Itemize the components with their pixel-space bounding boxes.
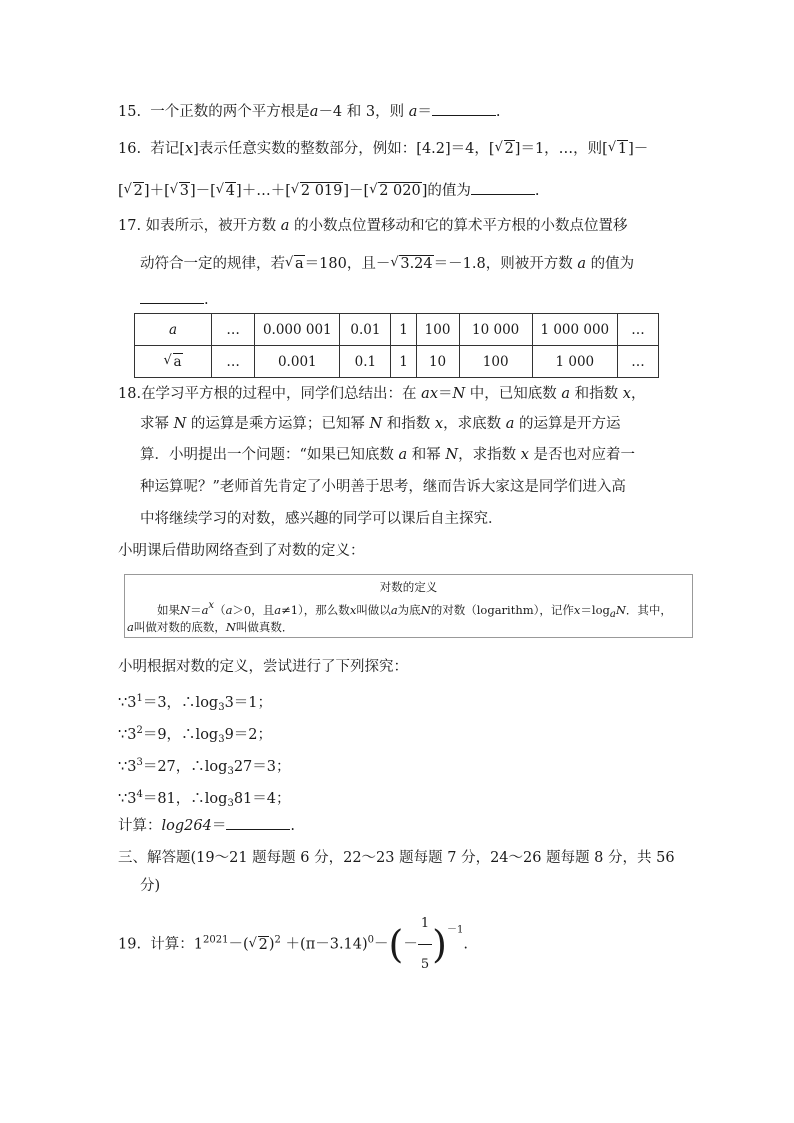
- answer-blank[interactable]: [432, 101, 496, 116]
- row-header: a: [135, 314, 212, 346]
- q18-number: 18.: [118, 386, 142, 402]
- q16-number: 16.: [118, 141, 142, 157]
- question-17-line-2: 动符合一定的规律，若√ a＝180，且－√ 3.24＝－1.8，则被开方数 a 的值为: [140, 254, 634, 274]
- sqrt: √ a: [285, 254, 305, 274]
- question-18-line-5: 中将继续学习的对数，感兴趣的同学可以课后自主探究．: [140, 511, 503, 527]
- sqrt: √ 3: [170, 181, 190, 201]
- example-2: $\because 3^2=9$，$\therefore\log_39=2$；: [118, 725, 273, 745]
- section-heading: 三、解答题(19～21 题每题 6 分，22～23 题每题 7 分，24～26 题每题 8 分，共 56: [118, 850, 675, 866]
- q19-number: 19.: [118, 936, 142, 953]
- section-heading-line-2: 分): [140, 878, 161, 894]
- question-18-line-7: 小明根据对数的定义，尝试进行了下列探究：: [118, 659, 408, 675]
- square-root-table: [134, 313, 659, 378]
- fraction: $\frac{1}{5}$: [418, 904, 432, 985]
- example-1: $\because 3^1=3$，$\therefore\log_33=1$；: [118, 693, 273, 713]
- table-row: a … 0.000 001 0.01 1 100 10 000 1 000 000 …: [135, 314, 659, 346]
- question-18-line-4: 种运算呢？”老师首先肯定了小明善于思考，继而告诉大家这是同学们进入高: [140, 479, 626, 495]
- question-18-line-6: 小明课后借助网络查到了对数的定义：: [118, 543, 365, 559]
- sqrt: √ 2: [124, 181, 144, 201]
- question-18-line-2: 求幂 N 的运算是乘方运算；已知幂 N 和指数 x，求底数 a 的运算是开方运: [140, 416, 621, 432]
- question-17: 17. 如表所示，被开方数 a 的小数点位置移动和它的算术平方根的小数点位置移: [118, 218, 628, 234]
- question-17-line-3: .: [140, 289, 209, 310]
- sqrt: √ 2 019: [291, 181, 344, 201]
- example-3: $\because 3^3=27$，$\therefore\log_327=3$；: [118, 757, 291, 777]
- logarithm-definition-box: [124, 574, 693, 638]
- answer-blank[interactable]: [226, 815, 290, 830]
- q15-number: 15.: [118, 104, 142, 120]
- question-16-line-2: [√ 2]＋[√ 3]－[√ 4]＋…＋[√ 2 019]－[√ 2 020]的值为 .: [118, 180, 540, 201]
- question-15: 15. 一个正数的两个平方根是a－4 和 3，则 a＝ .: [118, 101, 500, 122]
- sqrt: √ 2: [249, 925, 269, 965]
- sqrt: √ 4: [216, 181, 236, 201]
- question-16: 16. 若记[x]表示任意实数的整数部分，例如：[4.2]＝4，[√ 2]＝1，…，则[√ 1]－: [118, 139, 648, 159]
- row-header: √ a: [135, 346, 212, 378]
- table-row: √ a … 0.001 0.1 1 10 100 1 000 …: [135, 346, 659, 378]
- question-18-line-3: 算．小明提出一个问题：“如果已知底数 a 和幂 N，求指数 x 是否也对应着一: [140, 447, 635, 463]
- sqrt: √ 1: [608, 139, 628, 159]
- sqrt: √ 2 020: [369, 181, 422, 201]
- definition-title: 对数的定义: [379, 580, 438, 594]
- definition-text-2: a叫做对数的底数，N叫做真数．: [127, 620, 294, 634]
- question-18: 18.在学习平方根的过程中，同学们总结出：在 ax＝N 中，已知底数 a 和指数 x，: [118, 386, 646, 402]
- sqrt: √ 2: [495, 139, 515, 159]
- q17-number: 17.: [118, 218, 142, 234]
- calculation-prompt: 计算：log264＝ .: [118, 815, 295, 836]
- question-19: 19. 计算：$1^{2021}-(√$ $2)^2 +(\pi-3.14)^0-(-$ $\frac{1}{5}$ )$^{-1}$.: [118, 904, 468, 985]
- sqrt: √ 3.24: [390, 254, 433, 274]
- example-4: $\because 3^4=81$，$\therefore\log_381=4$；: [118, 789, 291, 809]
- answer-blank[interactable]: [140, 289, 204, 304]
- definition-text: 如果$N=a^x(a>0$，且a≠1），那么数x叫做以a为底N的对数（logarithm），记作$x=\log_aN$．其中，: [157, 600, 672, 620]
- answer-blank[interactable]: [471, 180, 535, 195]
